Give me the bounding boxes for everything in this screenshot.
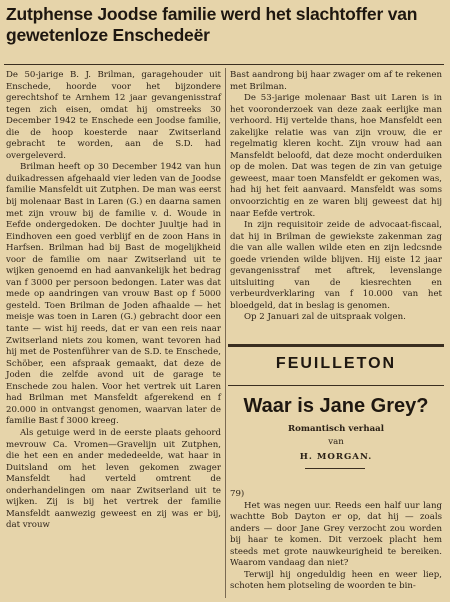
feuilleton-paragraph: Het was negen uur. Reeds een half uur lang wachtte Bob Dayton er op, dat hij — zoals anders — door Jane Grey verzocht zou worden bij haar te komen. Dit verzoek placht hem steeds met grote nauwkeurigheid te bereiken. Waarom vandaag dan niet? [230,500,442,569]
feuilleton-rule [228,385,444,386]
article-left-column [6,70,221,598]
column-divider [225,68,226,598]
headline: Zutphense Joodse familie werd het slachtoffer van gewetenloze Enschedeër [6,4,418,45]
feuilleton-number: 79) [230,489,245,499]
article-paragraph: Brilman heeft op 30 December 1942 van hun duikadressen afgehaald vier leden van de Joodse familie Mansfeldt uit Zutphen. De man was eerst bij molenaar Bast in Laren (G.) en daarna samen met zijn vrouw bij de familie v. d. Woude in Eefde ondergedoken. De dochter Juultje had in Eindhoven een goed verblijf en de zoon Hans in Harfsen. Brilman had bij Bast de mogelijkheid voor de familie om naar Zwitserland uit te wijken genoemd en had aanvankelijk het bedrag van f 3000 per persoon bedongen. Later was dat mede op aandringen van vrouw Bast op f 5000 gesteld. Toen Brilman de Joden afhaalde — het meisje was toen in Laren (G.) gebracht door een tante — wist hij reeds, dat er van een reis naar Zwitserland niets zou komen, want tevoren had hij met de Postenführer van de S.D. te Enschede, Schöber, een afspraak gemaakt, dat deze de Joden die zelfde avond uit de garage te Enschede zou halen. Voor het vertrek uit Laren had Brilman met Mansfeldt afgerekend en f 20.000 in ontvangst genomen, waarvan later de familie Bast f 3000 kreeg. [6,162,221,427]
feuilleton-heading: FEUILLETON [275,355,397,372]
feuilleton-author: H. MORGAN. [299,452,373,462]
feuilleton-subtitle: Romantisch verhaal [288,424,384,434]
article-paragraph: De 53-jarige molenaar Bast uit Laren is in het vooronderzoek van deze zaak eerlijke man verhoord. Hij vertelde thans, hoe Mansfeldt een zakelijke relatie was van zijn vrouw, die er regelmatig kleren kocht. Zijn vrouw had aan Mansfeldt beloofd, dat deze mocht onderduiken op de molen. Dat was tegen de zin van getuige geweest, maar toen Mansfeldt er gekomen was, had hij het feit aanvaard. Mansfeldt was soms onvoorzichtig en ze waren blij geweest dat hij naar Eefde vertrok. [230,93,442,219]
article-paragraph: Op 2 Januari zal de uitspraak volgen. [244,312,406,323]
feuilleton-text [230,489,442,599]
feuilleton-title: Waar is Jane Grey? [243,395,429,417]
section-rule [228,344,444,347]
article-right-column [230,70,442,323]
article-paragraph: De 50-jarige B. J. Brilman, garagehouder uit Enschede, hoorde voor het bijzondere gerechtshof te Arnhem 12 jaar gevangenisstraf tegen zich eisen, omdat hij omstreeks 30 December 1942 te Enschede een Joodse familie, die de hoop koesterde naar Zwitserland gebracht te worden, aan de S.D. had overgeleverd. [6,70,221,161]
article-paragraph: Als getuige werd in de eerste plaats gehoord mevrouw Ca. Vromen—Gravelijn uit Zutphen, die het een en ander mededeelde, wat haar in Duitsland om het leven gekomen zwager Mansfeldt had verteld omtrent de onderhandelingen om naar Zwitserland uit te wijken. Zij is bij het vertrek der familie Mansfeldt aanwezig geweest en zij was er bij, dat vrouw [6,427,221,531]
headline-rule [4,64,444,65]
article-paragraph: Bast aandrong bij haar zwager om af te rekenen met Brilman. [230,70,442,92]
feuilleton-by: van [328,437,344,447]
article-paragraph: In zijn requisitoir zeide de advocaat-fiscaal, dat hij in Brilman de gewiekste zakenman zag die van alle wallen wilde eten en zijn ledcsnde goede vrienden wilde blijven. Hij eiste 12 jaar gevangenisstraf met aftrek, levenslange uitsluiting van de kiesrechten en verbeurdverklaring van f 10.000 van het bloedgeld, dat in beslag is genomen. [230,220,442,311]
feuilleton-paragraph: Terwijl hij ongeduldig heen en weer liep, schoten hem plotseling de woorden te bin- [230,569,442,592]
author-rule [305,468,365,469]
